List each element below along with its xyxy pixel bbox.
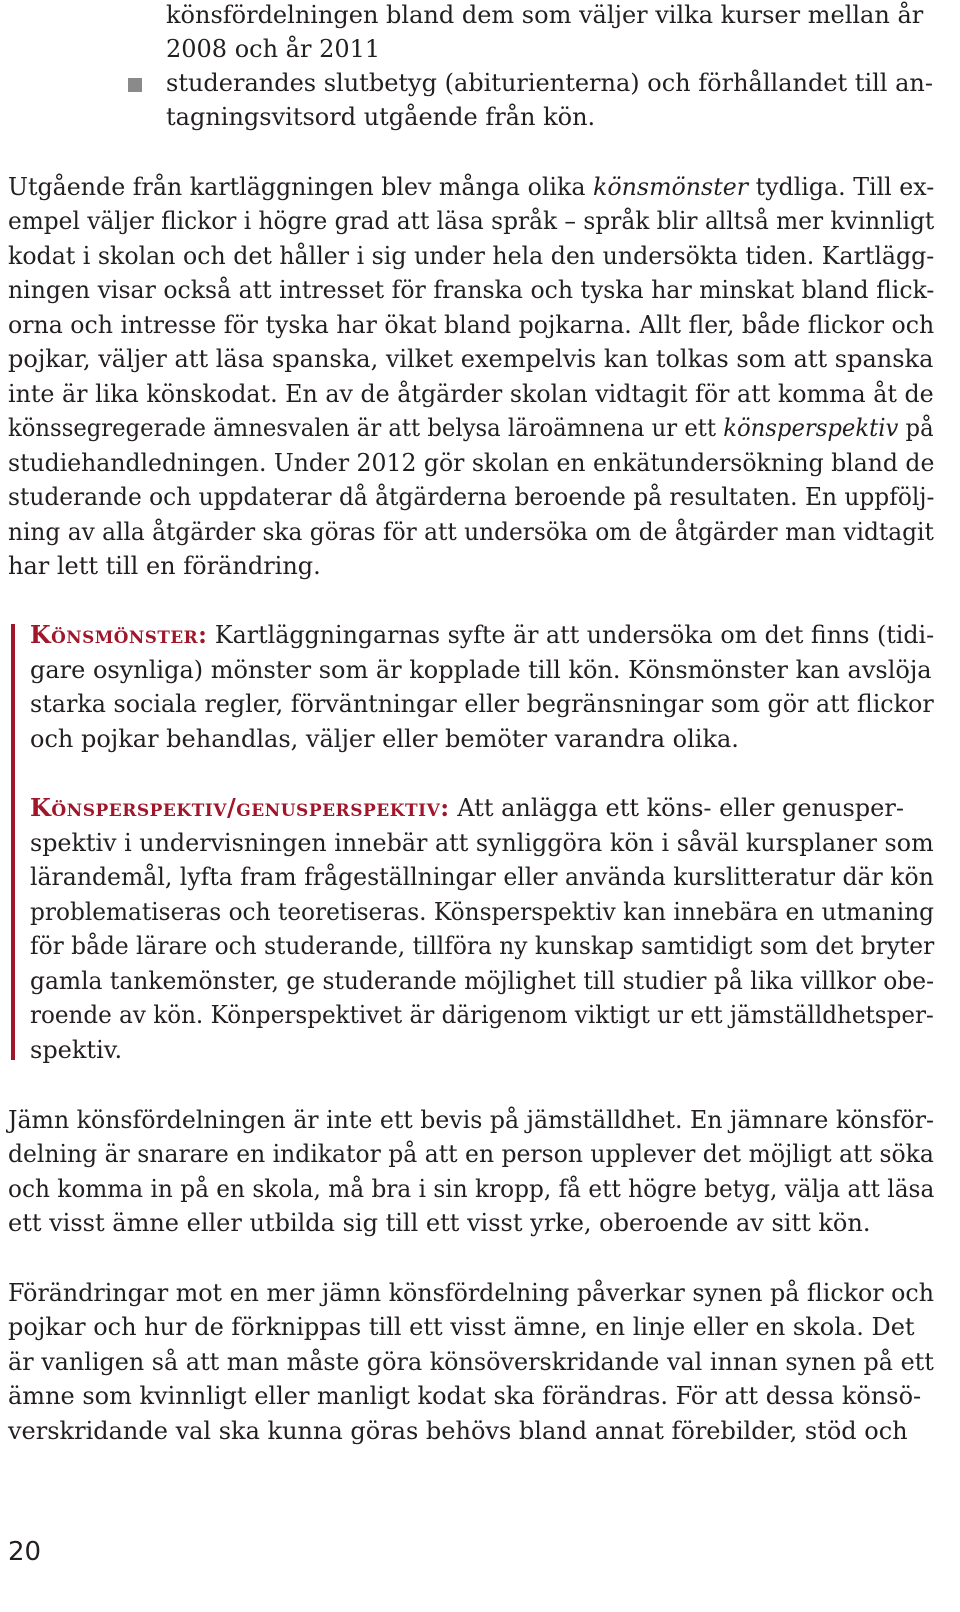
text-line: ningen visar också att intresset för franska och tyska har minskat bland flick- bbox=[8, 276, 935, 304]
text-line: roende av kön. Könperspektivet är därigenom viktigt ur ett jämställdhetsper- bbox=[30, 1001, 934, 1029]
text-line: inte är lika könskodat. En av de åtgärder skolan vidtagit för att komma åt de bbox=[8, 380, 934, 408]
text-line: orna och intresse för tyska har ökat bland pojkarna. Allt fler, både flickor och bbox=[8, 311, 935, 339]
text-line: Könsperspektiv/genusperspektiv: Att anlägga ett köns- eller genusper- bbox=[30, 793, 904, 822]
text-line: ett visst ämne eller utbilda sig till ett visst yrke, oberoende av sitt kön. bbox=[8, 1209, 871, 1237]
text-line: studerandes slutbetyg (abiturienterna) och förhållandet till an- bbox=[166, 69, 933, 97]
text-line: gare osynliga) mönster som är kopplade till kön. Könsmönster kan avslöja bbox=[30, 656, 932, 684]
text-line: pojkar och hur de förknippas till ett visst ämne, en linje eller en skola. Det bbox=[8, 1313, 915, 1341]
text-line: spektiv i undervisningen innebär att synliggöra kön i såväl kursplaner som bbox=[30, 829, 934, 857]
square-bullet-icon bbox=[128, 78, 142, 92]
text-line: könssegregerade ämnesvalen är att belysa läroämnena ur ett könsperspektiv på bbox=[8, 414, 934, 442]
text-line: 2008 och år 2011 bbox=[166, 35, 381, 63]
page-number: 20 bbox=[8, 1537, 42, 1567]
text-line: för både lärare och studerande, tillföra ny kunskap samtidigt som det bryter bbox=[30, 932, 935, 960]
emphasis: könsperspektiv bbox=[723, 414, 899, 442]
definition-accent-bar bbox=[11, 624, 15, 1060]
definition-term: Könsmönster: bbox=[30, 620, 208, 649]
text-line: könsfördelningen bland dem som väljer vilka kurser mellan år bbox=[166, 1, 924, 29]
text-line: studerande och uppdaterar då åtgärderna beroende på resultaten. En uppfölj- bbox=[8, 483, 935, 511]
text-line: ning av alla åtgärder ska göras för att undersöka om de åtgärder man vidtagit bbox=[8, 518, 934, 546]
text-line: pojkar, väljer att läsa spanska, vilket exempelvis kan tolkas som att spanska bbox=[8, 345, 934, 373]
text-line: och pojkar behandlas, väljer eller bemöter varandra olika. bbox=[30, 725, 739, 753]
text-line: studiehandledningen. Under 2012 gör skolan en enkätundersökning bland de bbox=[8, 449, 935, 477]
text-line: och komma in på en skola, må bra i sin kropp, få ett högre betyg, välja att läsa bbox=[8, 1175, 935, 1203]
text-line: kodat i skolan och det håller i sig under hela den undersökta tiden. Kartlägg- bbox=[8, 242, 935, 270]
emphasis: könsmönster bbox=[593, 173, 749, 201]
text-line: lärandemål, lyfta fram frågeställningar eller använda kurslitteratur där kön bbox=[30, 863, 934, 891]
text-line: tagningsvitsord utgående från kön. bbox=[166, 103, 596, 131]
text-line: verskridande val ska kunna göras behövs bland annat förebilder, stöd och bbox=[8, 1417, 908, 1445]
text-line: Jämn könsfördelningen är inte ett bevis på jämställdhet. En jämnare könsför- bbox=[8, 1106, 934, 1134]
text-line: ämne som kvinnligt eller manligt kodat ska förändras. För att dessa könsö- bbox=[8, 1382, 922, 1410]
text-line: empel väljer flickor i högre grad att läsa språk – språk blir alltså mer kvinnligt bbox=[8, 207, 935, 235]
text-line: delning är snarare en indikator på att en person upplever det möjligt att söka bbox=[8, 1140, 934, 1168]
text-line: Förändringar mot en mer jämn könsfördelning påverkar synen på flickor och bbox=[8, 1279, 934, 1307]
text-line: starka sociala regler, förväntningar eller begränsningar som gör att flickor bbox=[30, 690, 934, 718]
text-line: Utgående från kartläggningen blev många olika könsmönster tydliga. Till ex- bbox=[8, 173, 935, 201]
text-line: problematiseras och teoretiseras. Könsperspektiv kan innebära en utmaning bbox=[30, 898, 935, 926]
text-line: är vanligen så att man måste göra könsöverskridande val innan synen på ett bbox=[8, 1348, 934, 1376]
text-line: gamla tankemönster, ge studerande möjlighet till studier på lika villkor obe- bbox=[30, 967, 934, 995]
text-line: spektiv. bbox=[30, 1036, 123, 1064]
text-line: Könsmönster: Kartläggningarnas syfte är att undersöka om det finns (tidi- bbox=[30, 620, 935, 649]
text-line: har lett till en förändring. bbox=[8, 552, 321, 580]
definition-term: Könsperspektiv/genusperspektiv: bbox=[30, 793, 450, 822]
